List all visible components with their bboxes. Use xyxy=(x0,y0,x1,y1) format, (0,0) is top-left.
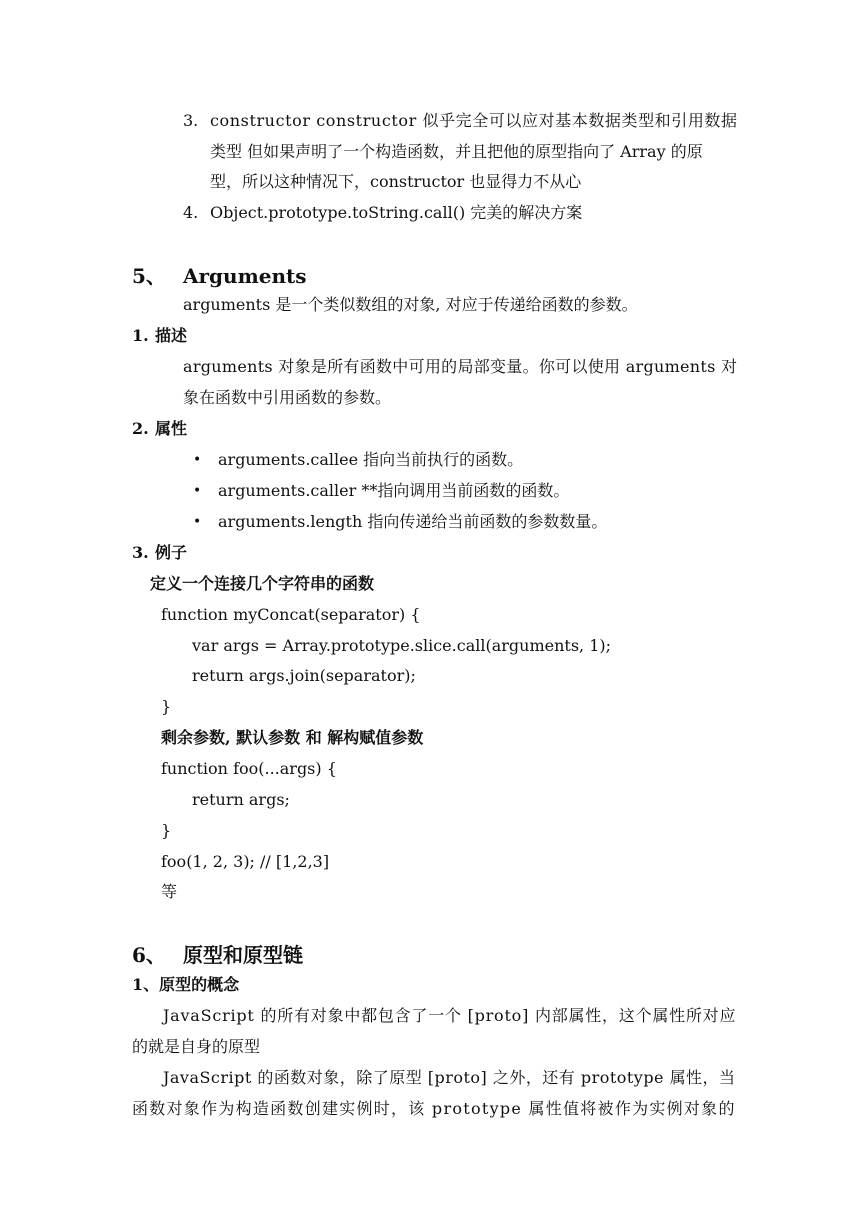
code-line: } xyxy=(161,697,172,716)
code-line: function myConcat(separator) { xyxy=(161,605,421,624)
subsection-title: 例子 xyxy=(155,543,188,562)
section-title: Arguments xyxy=(183,264,307,288)
subsection-number: 2. xyxy=(132,419,149,438)
paragraph-line: 的就是自身的原型 xyxy=(132,1037,261,1056)
subsection-number: 3. xyxy=(132,543,149,562)
code-line: var args = Array.prototype.slice.call(arguments, 1); xyxy=(192,636,612,655)
section-intro: arguments 是一个类似数组的对象, 对应于传递给函数的参数。 xyxy=(183,295,638,314)
example-heading: 剩余参数, 默认参数 和 解构赋值参数 xyxy=(161,728,424,747)
list-item-text: constructor constructor 似乎完全可以应对基本数据类型和引用数据 xyxy=(210,111,738,130)
subsection-title: 描述 xyxy=(155,326,188,345)
bullet-icon: • xyxy=(193,514,202,530)
paragraph-line: 等 xyxy=(161,882,178,901)
subsection-title: 属性 xyxy=(155,419,188,438)
bullet-icon: • xyxy=(193,452,202,468)
section-number: 5、 xyxy=(132,264,166,288)
subsection-number: 1. xyxy=(132,326,149,345)
bullet-item: arguments.length 指向传递给当前函数的参数数量。 xyxy=(218,512,608,531)
paragraph-line: 象在函数中引用函数的参数。 xyxy=(183,388,392,407)
list-number: 4. xyxy=(183,203,199,222)
list-item-text: 型，所以这种情况下，constructor 也显得力不从心 xyxy=(210,172,582,191)
bullet-icon: • xyxy=(193,483,202,499)
bullet-item: arguments.callee 指向当前执行的函数。 xyxy=(218,450,524,469)
list-item-text: 类型 但如果声明了一个构造函数，并且把他的原型指向了 Array 的原 xyxy=(210,142,703,161)
code-line: return args; xyxy=(192,790,290,809)
bullet-item: arguments.caller **指向调用当前函数的函数。 xyxy=(218,481,570,500)
code-line: function foo(...args) { xyxy=(161,759,337,778)
section-title: 原型和原型链 xyxy=(183,943,303,967)
subsection-title: 1、原型的概念 xyxy=(132,975,240,994)
paragraph-line: JavaScript 的所有对象中都包含了一个 [proto] 内部属性，这个属性所对应 xyxy=(163,1006,737,1025)
list-number: 3. xyxy=(183,111,199,130)
list-item-text: Object.prototype.toString.call() 完美的解决方案 xyxy=(210,203,583,222)
paragraph-line: JavaScript 的函数对象，除了原型 [proto] 之外，还有 prototype 属性，当 xyxy=(163,1068,736,1087)
code-line: foo(1, 2, 3); // [1,2,3] xyxy=(161,852,330,871)
code-line: } xyxy=(161,821,172,840)
section-number: 6、 xyxy=(132,943,166,967)
code-line: return args.join(separator); xyxy=(192,666,416,685)
paragraph-line: 函数对象作为构造函数创建实例时，该 prototype 属性值将被作为实例对象的 xyxy=(132,1099,736,1118)
example-heading: 定义一个连接几个字符串的函数 xyxy=(150,574,375,593)
paragraph-line: arguments 对象是所有函数中可用的局部变量。你可以使用 arguments 对 xyxy=(183,357,738,376)
